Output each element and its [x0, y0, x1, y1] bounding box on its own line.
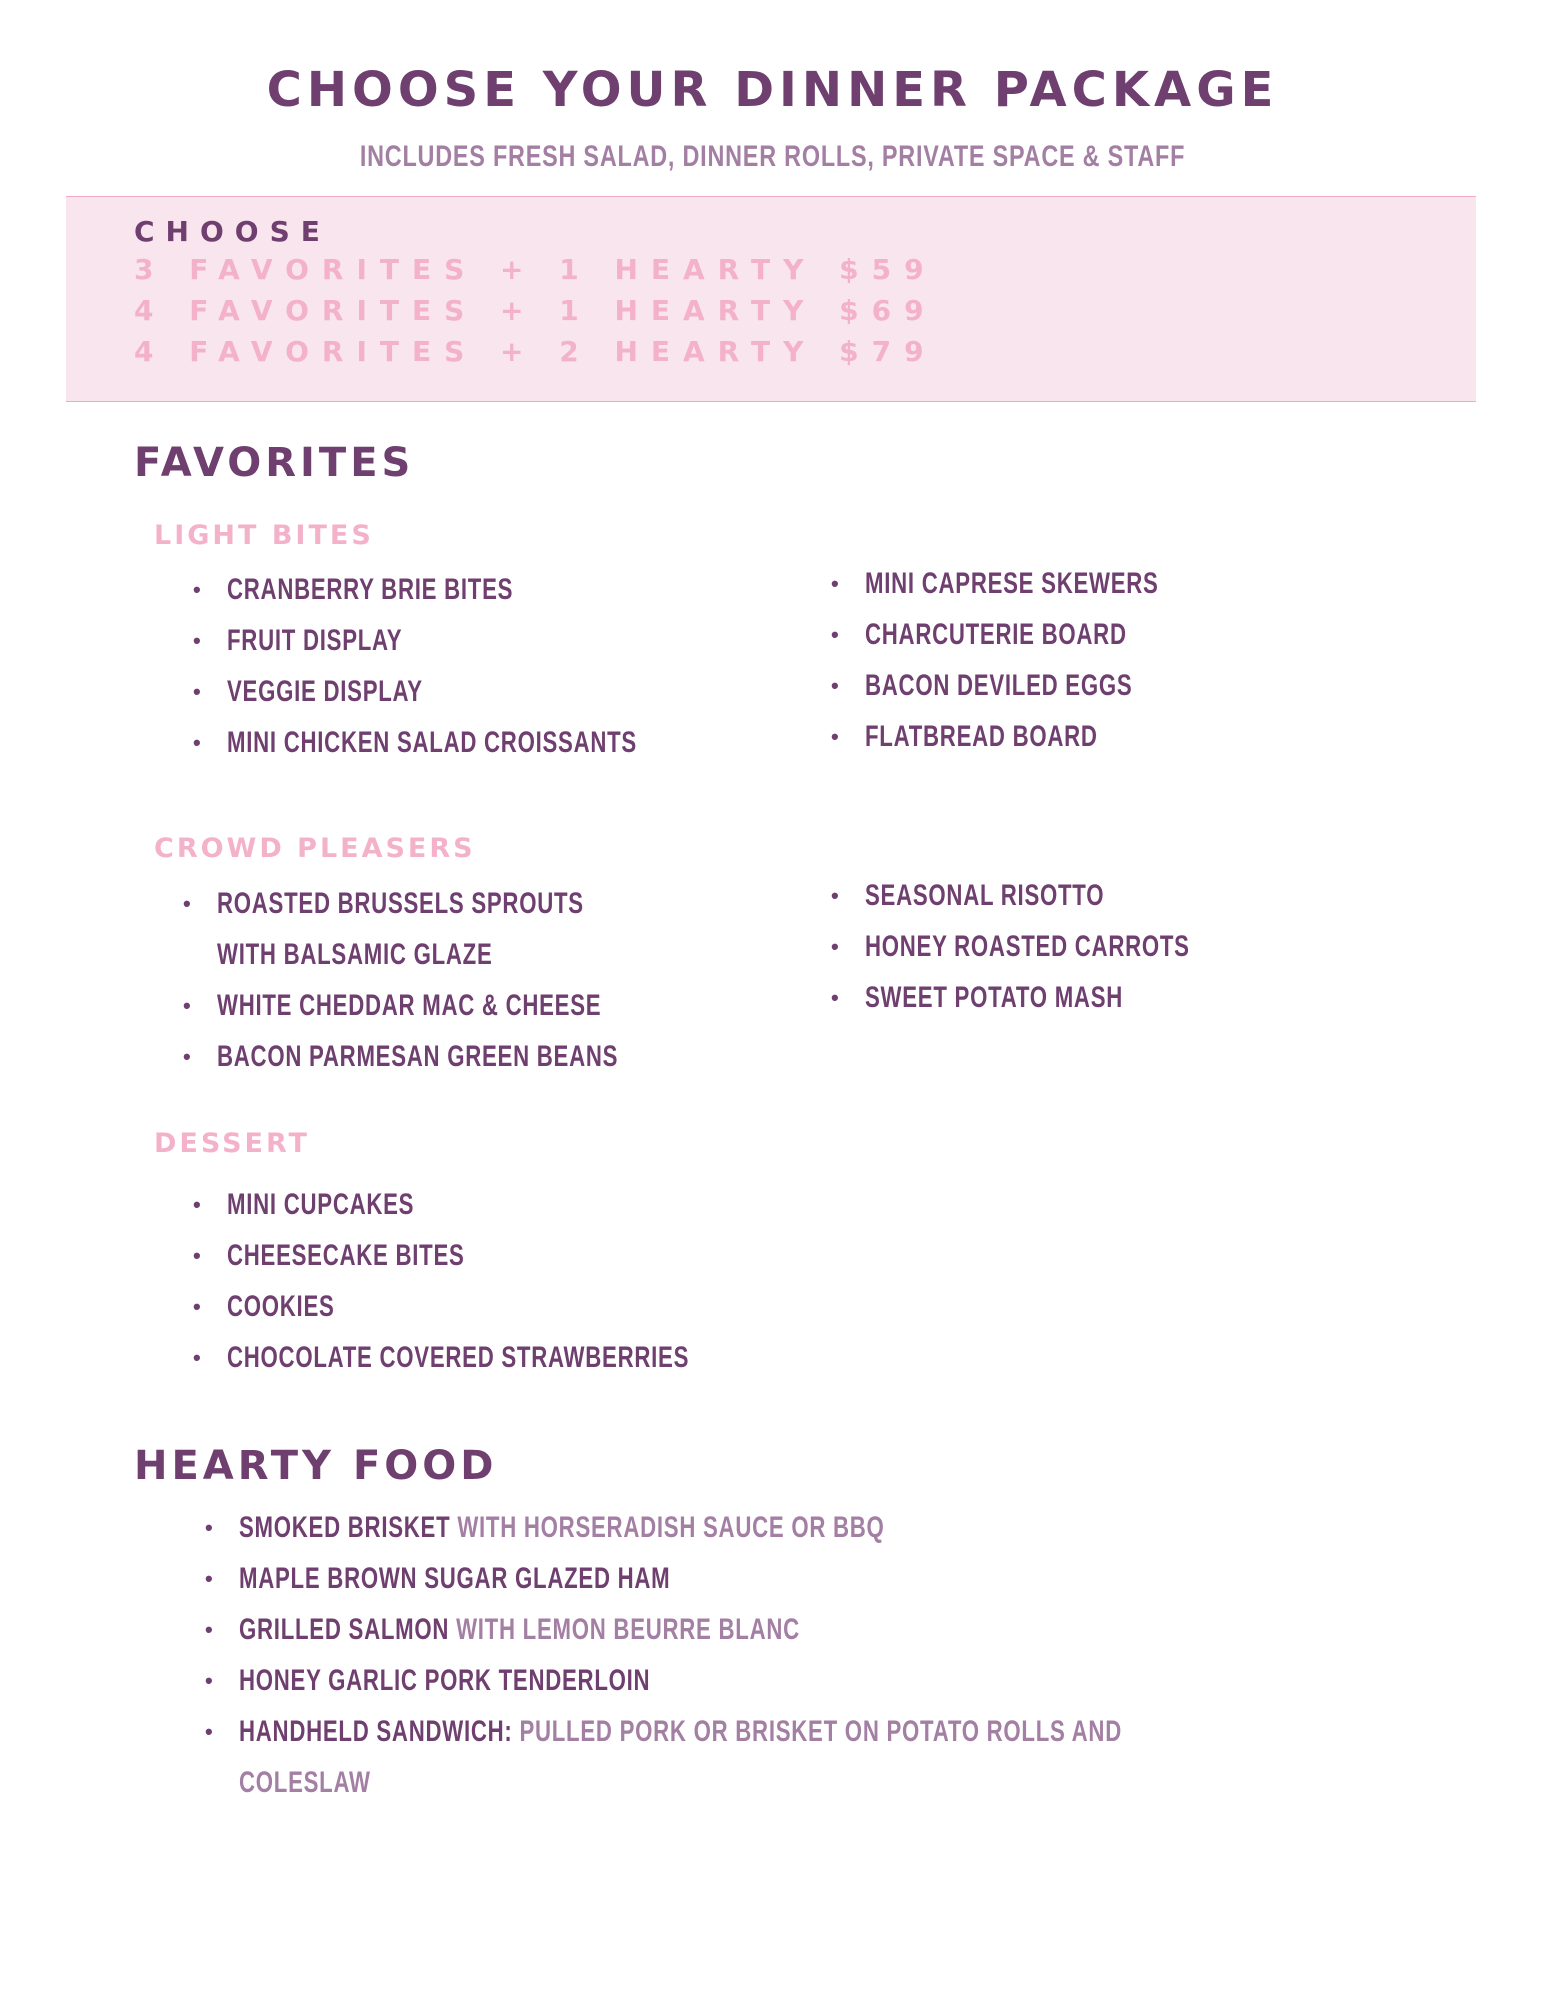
bullet-icon: •	[205, 1668, 214, 1693]
list-item: • SMOKED BRISKET WITH HORSERADISH SAUCE OR BBQ	[205, 1502, 1432, 1553]
crowd-pleasers-list-right	[831, 870, 1304, 1023]
bullet-icon: •	[831, 934, 840, 959]
bullet-icon: •	[831, 985, 840, 1010]
bullet-icon: •	[183, 891, 192, 916]
list-item: • CHOCOLATE COVERED STRAWBERRIES	[193, 1332, 851, 1383]
list-item: • BACON DEVILED EGGS	[831, 660, 1262, 711]
crowd-pleasers-heading: CROWD PLEASERS	[154, 833, 476, 864]
bullet-icon: •	[831, 883, 840, 908]
page-title: CHOOSE YOUR DINNER PACKAGE	[266, 62, 1279, 118]
bullet-icon: •	[193, 1345, 202, 1370]
bullet-icon: •	[831, 724, 840, 749]
list-item: • SEASONAL RISOTTO	[831, 870, 1304, 921]
bullet-icon: •	[831, 571, 840, 596]
hearty-food-list	[205, 1502, 1432, 1808]
list-item: • GRILLED SALMON WITH LEMON BEURRE BLANC	[205, 1604, 1432, 1655]
package-option: 3 FAVORITES + 1 HEARTY $59	[134, 253, 937, 286]
list-item: • VEGGIE DISPLAY	[193, 666, 781, 717]
list-item: • WHITE CHEDDAR MAC & CHEESE	[183, 980, 759, 1031]
bullet-icon: •	[193, 730, 202, 755]
list-item: • COOKIES	[193, 1281, 851, 1332]
bullet-icon: •	[193, 628, 202, 653]
package-option: 4 FAVORITES + 2 HEARTY $79	[134, 335, 937, 368]
list-item: • BACON PARMESAN GREEN BEANS	[183, 1031, 759, 1082]
list-item: • CHEESECAKE BITES	[193, 1230, 851, 1281]
list-item: • HONEY ROASTED CARROTS	[831, 921, 1304, 972]
bullet-icon: •	[205, 1719, 214, 1744]
list-item: • FLATBREAD BOARD	[831, 711, 1262, 762]
list-item: • ROASTED BRUSSELS SPROUTS WITH BALSAMIC GLAZE	[183, 878, 759, 980]
bullet-icon: •	[205, 1617, 214, 1642]
bullet-icon: •	[831, 622, 840, 647]
light-bites-list-left	[193, 564, 781, 768]
bullet-icon: •	[193, 577, 202, 602]
light-bites-list-right	[831, 558, 1262, 762]
light-bites-heading: LIGHT BITES	[154, 520, 374, 551]
list-item: • MINI CUPCAKES	[193, 1179, 851, 1230]
list-item: • HANDHELD SANDWICH: PULLED PORK OR BRISKET ON POTATO ROLLS AND COLESLAW	[205, 1706, 1432, 1808]
bullet-icon: •	[193, 1294, 202, 1319]
bullet-icon: •	[193, 679, 202, 704]
dessert-list	[193, 1179, 851, 1383]
bullet-icon: •	[193, 1243, 202, 1268]
bullet-icon: •	[183, 993, 192, 1018]
bullet-icon: •	[831, 673, 840, 698]
list-item: • SWEET POTATO MASH	[831, 972, 1304, 1023]
package-option: 4 FAVORITES + 1 HEARTY $69	[134, 294, 937, 327]
favorites-heading: FAVORITES	[134, 440, 415, 486]
bullet-icon: •	[193, 1192, 202, 1217]
page-subtitle: INCLUDES FRESH SALAD, DINNER ROLLS, PRIVATE SPACE & STAFF	[359, 140, 1186, 173]
list-item: • FRUIT DISPLAY	[193, 615, 781, 666]
dessert-heading: DESSERT	[154, 1128, 310, 1159]
list-item: • MINI CHICKEN SALAD CROISSANTS	[193, 717, 781, 768]
list-item: • MAPLE BROWN SUGAR GLAZED HAM	[205, 1553, 1432, 1604]
package-choose-label: CHOOSE	[134, 215, 331, 248]
hearty-food-heading: HEARTY FOOD	[134, 1443, 498, 1489]
bullet-icon: •	[183, 1044, 192, 1069]
bullet-icon: •	[205, 1515, 214, 1540]
package-options-box	[66, 196, 1476, 402]
list-item: • MINI CAPRESE SKEWERS	[831, 558, 1262, 609]
crowd-pleasers-list-left	[183, 878, 759, 1082]
bullet-icon: •	[205, 1566, 214, 1591]
list-item: • CHARCUTERIE BOARD	[831, 609, 1262, 660]
list-item: • CRANBERRY BRIE BITES	[193, 564, 781, 615]
list-item: • HONEY GARLIC PORK TENDERLOIN	[205, 1655, 1432, 1706]
